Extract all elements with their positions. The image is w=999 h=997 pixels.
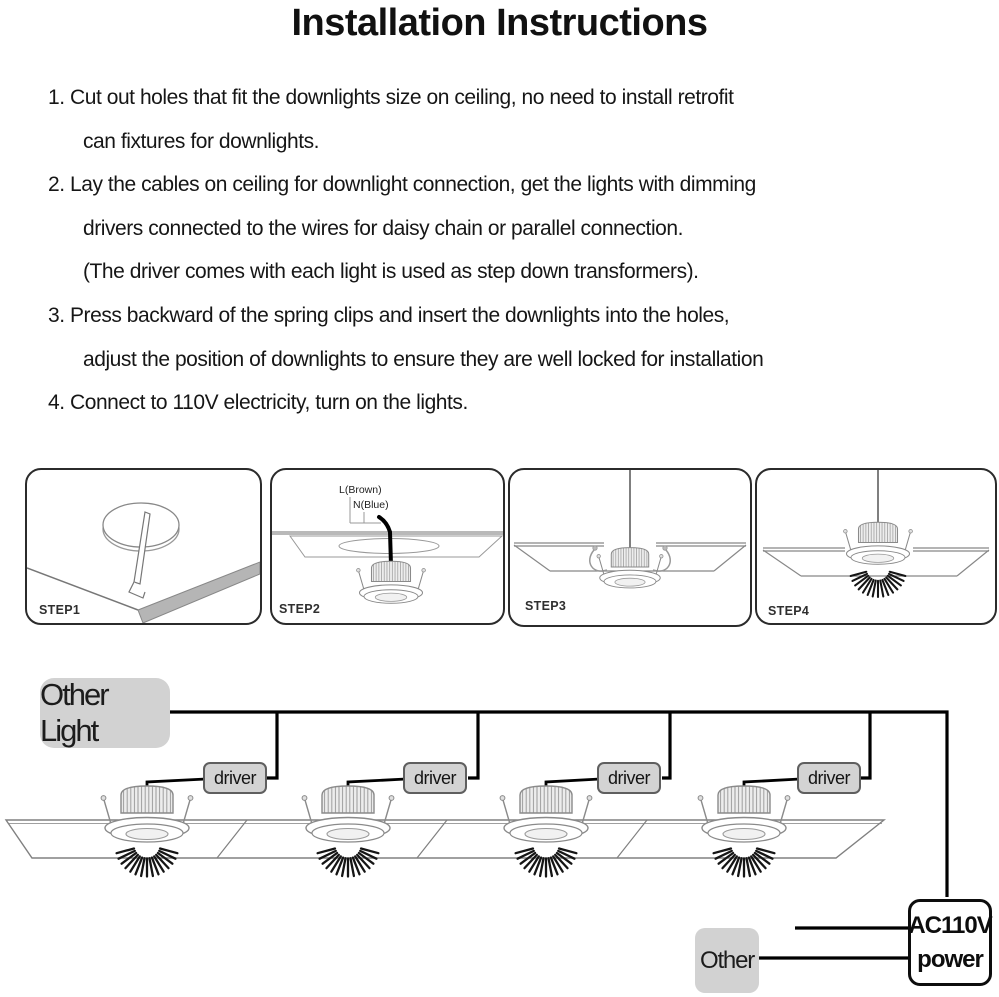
- instruction-3-line-1: 3. Press backward of the spring clips and insert the downlights into the holes,: [48, 303, 730, 327]
- live-wire-label: L(Brown): [339, 484, 382, 496]
- step1-label: STEP1: [39, 603, 81, 617]
- page-title: Installation Instructions: [291, 2, 708, 44]
- ac-power-line2: power: [917, 945, 983, 973]
- downlight-icon: [844, 522, 913, 564]
- ceiling-edge-strip: [138, 562, 260, 623]
- step2-illustration: [272, 470, 503, 623]
- step2-label: STEP2: [279, 602, 321, 616]
- step1-illustration: [27, 470, 260, 623]
- instruction-1-line-1: 1. Cut out holes that fit the downlights size on ceiling, no need to install retrofit: [48, 86, 734, 109]
- driver-node-4: driver: [797, 762, 861, 794]
- downlight-icon: [357, 561, 426, 603]
- step4-panel: [755, 468, 997, 625]
- other-node: Other: [695, 928, 759, 993]
- instruction-1-line-2: can fixtures for downlights.: [83, 129, 320, 153]
- downlight-icon: [101, 786, 193, 877]
- instruction-2-line-2: drivers connected to the wires for daisy chain or parallel connection.: [83, 216, 683, 240]
- driver-node-2: driver: [403, 762, 467, 794]
- driver-node-3: driver: [597, 762, 661, 794]
- downlight-icon: [500, 786, 592, 877]
- instruction-2-line-3: (The driver comes with each light is used as step down transformers).: [83, 260, 699, 284]
- ceiling-band: [272, 531, 503, 535]
- step1-panel: [25, 468, 262, 625]
- other-light-node: Other Light: [40, 678, 170, 748]
- driver-node-1: driver: [203, 762, 267, 794]
- downlight-icon: [597, 548, 663, 588]
- instruction-2-line-1: 2. Lay the cables on ceiling for downlight connection, get the lights with dimming: [48, 173, 756, 197]
- ac-power-node: [908, 899, 992, 986]
- neutral-wire-label: N(Blue): [353, 499, 389, 511]
- ac-power-line1: AC110V: [908, 911, 992, 939]
- step4-illustration: [757, 470, 995, 623]
- downlight-icon: [302, 786, 394, 877]
- instruction-list: [0, 76, 980, 425]
- step3-panel: [508, 468, 752, 627]
- step3-label: STEP3: [525, 599, 567, 613]
- instruction-4-line-1: 4. Connect to 110V electricity, turn on the lights.: [48, 391, 468, 415]
- step2-panel: [270, 468, 505, 625]
- step4-label: STEP4: [768, 604, 810, 618]
- downlight-icon: [698, 786, 790, 877]
- instruction-3-line-2: adjust the position of downlights to ensure they are well locked for installation: [83, 347, 764, 371]
